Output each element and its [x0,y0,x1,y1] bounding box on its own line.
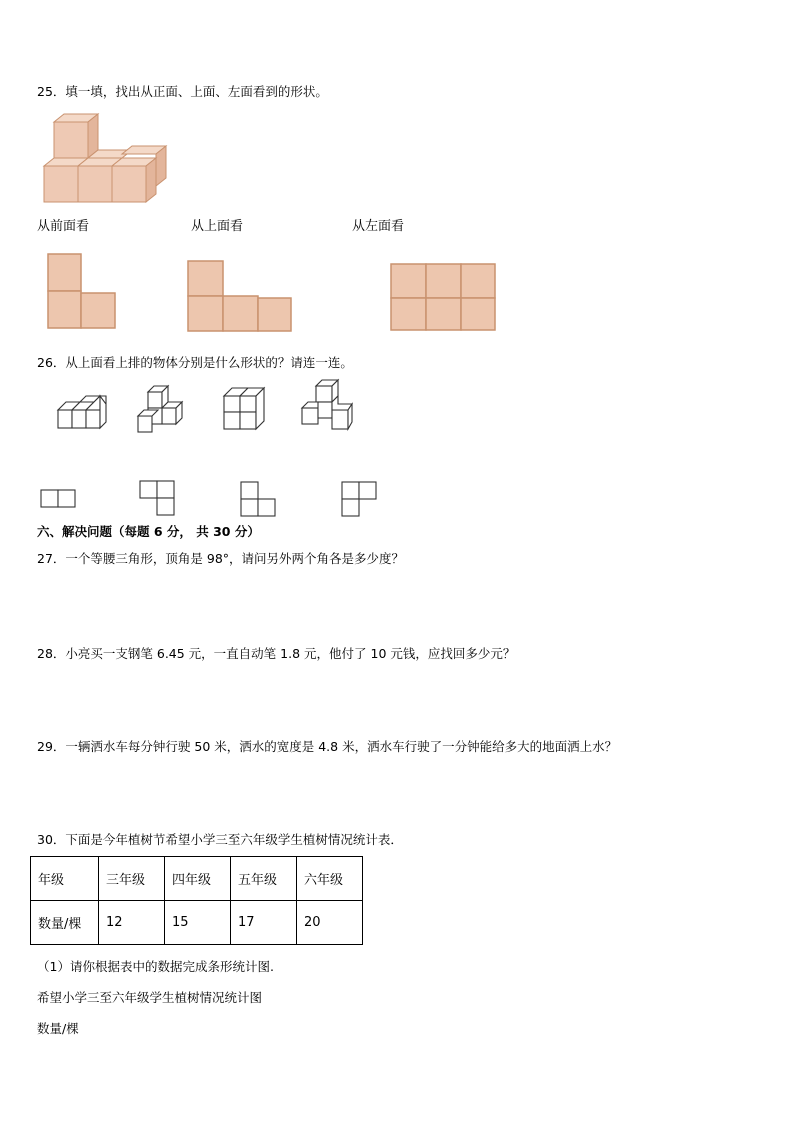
top-view-option-2 [139,480,179,520]
view-label-front: 从前面看 [37,219,90,234]
solid-figure-3 [222,386,278,436]
top-view-option-1 [40,489,80,511]
q25-prompt: 25．填一填，找出从正面、上面、左面看到的形状。 [37,84,328,99]
view-label-top: 从上面看 [191,219,244,234]
q25-cube-stack-figure [42,112,182,204]
table-cell: 15 [165,901,231,945]
top-view-option-4 [341,481,381,521]
q29-prompt: 29．一辆洒水车每分钟行驶 50 米，洒水的宽度是 4.8 米，洒水车行驶了一分钟能给多大的地面洒上水？ [37,739,618,754]
q27-prompt: 27．一个等腰三角形，顶角是 98°，请问另外两个角各是多少度？ [37,551,405,566]
planting-stats-table [30,856,363,945]
solid-figure-1 [56,390,112,440]
table-cell: 12 [99,901,165,945]
table-header-cell: 三年级 [99,857,165,901]
table-header-cell: 六年级 [297,857,363,901]
top-view-option-3 [240,481,280,521]
left-view-shape [389,262,499,334]
solid-figure-4 [300,378,360,434]
table-header-cell: 四年级 [165,857,231,901]
section6-title: 六、解决问题（每题 6 分， 共 30 分） [37,524,260,539]
chart-title: 希望小学三至六年级学生植树情况统计图 [37,990,263,1005]
view-label-left: 从左面看 [352,219,405,234]
q30-prompt: 30．下面是今年植树节希望小学三至六年级学生植树情况统计表． [37,832,403,847]
table-row-header [31,857,363,901]
table-cell: 17 [231,901,297,945]
table-header-cell: 年级 [31,857,99,901]
table-row-values [31,901,363,945]
table-header-cell: 五年级 [231,857,297,901]
q28-prompt: 28．小亮买一支钢笔 6.45 元，一直自动笔 1.8 元，他付了 10 元钱，应找回多少元？ [37,646,516,661]
solid-figure-2 [136,384,192,436]
q26-prompt: 26．从上面看上排的物体分别是什么形状的？请连一连。 [37,355,353,370]
chart-ylabel: 数量/棵 [37,1021,79,1036]
table-row-label: 数量/棵 [31,901,99,945]
top-view-shape [186,259,296,334]
front-view-shape [46,252,121,332]
table-cell: 20 [297,901,363,945]
q30-sub1: （1）请你根据表中的数据完成条形统计图. [37,959,274,974]
